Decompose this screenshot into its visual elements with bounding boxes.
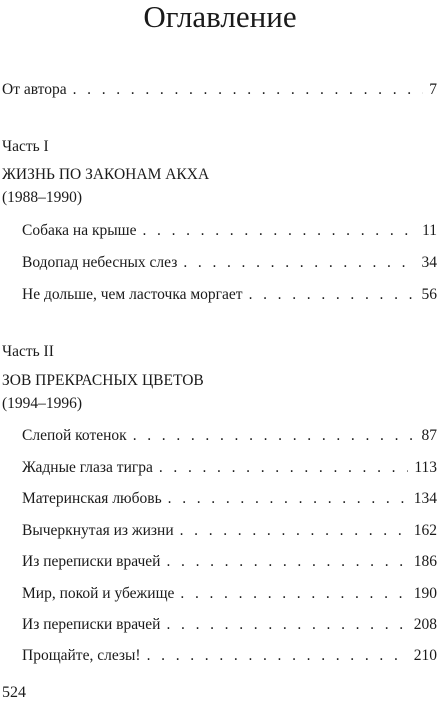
toc-entry[interactable] (22, 220, 437, 242)
toc-entry-page: 208 (413, 616, 437, 633)
part-years: (1988–1990) (2, 189, 83, 206)
toc-entry-page: 7 (429, 81, 437, 98)
toc-entry-title: Из переписки врачей (22, 616, 161, 633)
toc-entry[interactable] (22, 284, 437, 306)
dot-leader (180, 583, 407, 605)
dot-leader (180, 520, 408, 542)
toc-entry-page: 190 (413, 585, 437, 602)
dot-leader (166, 551, 407, 573)
toc-entry-page: 210 (413, 647, 437, 664)
toc-entry-page: 56 (421, 286, 437, 303)
toc-entry[interactable] (22, 645, 437, 667)
toc-entry-title: Вычеркнутая из жизни (22, 522, 174, 539)
book-page-number: 524 (2, 684, 26, 701)
dot-leader (147, 645, 408, 667)
toc-entry-title: Прощайте, слезы! (22, 647, 141, 664)
toc-entry-title: Собака на крыше (22, 222, 137, 239)
toc-entry[interactable] (22, 583, 437, 605)
toc-entry-page: 87 (421, 427, 437, 444)
toc-entry-title: Не дольше, чем ласточка моргает (22, 286, 243, 303)
toc-entry-page: 34 (421, 254, 437, 271)
dot-leader (142, 220, 416, 242)
toc-entry[interactable] (22, 520, 437, 542)
toc-entry-title: Жадные глаза тигра (22, 459, 153, 476)
toc-entry[interactable] (22, 488, 437, 510)
toc-entry-title: Материнская любовь (22, 490, 162, 507)
toc-entry[interactable] (22, 457, 437, 479)
toc-entry[interactable] (22, 551, 437, 573)
part-label: Часть I (2, 138, 49, 155)
part-title: ЖИЗНЬ ПО ЗАКОНАМ АКХА (2, 166, 210, 183)
dot-leader (168, 488, 408, 510)
toc-entry-title: Водопад небесных слез (22, 254, 178, 271)
toc-entry-page: 134 (413, 490, 437, 507)
part-years: (1994–1996) (2, 395, 83, 412)
toc-entry-page: 162 (413, 522, 437, 539)
toc-entry[interactable] (22, 614, 437, 636)
toc-entry-page: 113 (414, 459, 437, 476)
toc-entry[interactable] (22, 252, 437, 274)
dot-leader (249, 284, 416, 306)
toc-entry-title: От автора (2, 81, 67, 98)
toc-entry-page: 11 (422, 222, 437, 239)
dot-leader (183, 252, 415, 274)
dot-leader (133, 425, 416, 447)
toc-entry-title: Мир, покой и убежище (22, 585, 175, 602)
dot-leader (159, 457, 408, 479)
part-title: ЗОВ ПРЕКРАСНЫХ ЦВЕТОВ (2, 372, 204, 389)
toc-entry-intro[interactable] (2, 79, 437, 101)
toc-entry-title: Слепой котенок (22, 427, 127, 444)
toc-entry[interactable] (22, 425, 437, 447)
part-label: Часть II (2, 343, 54, 360)
toc-entry-title: Из переписки врачей (22, 553, 161, 570)
dot-leader (73, 79, 424, 101)
dot-leader (166, 614, 407, 636)
toc-entry-page: 186 (413, 553, 437, 570)
page-title: Оглавление (143, 0, 297, 34)
